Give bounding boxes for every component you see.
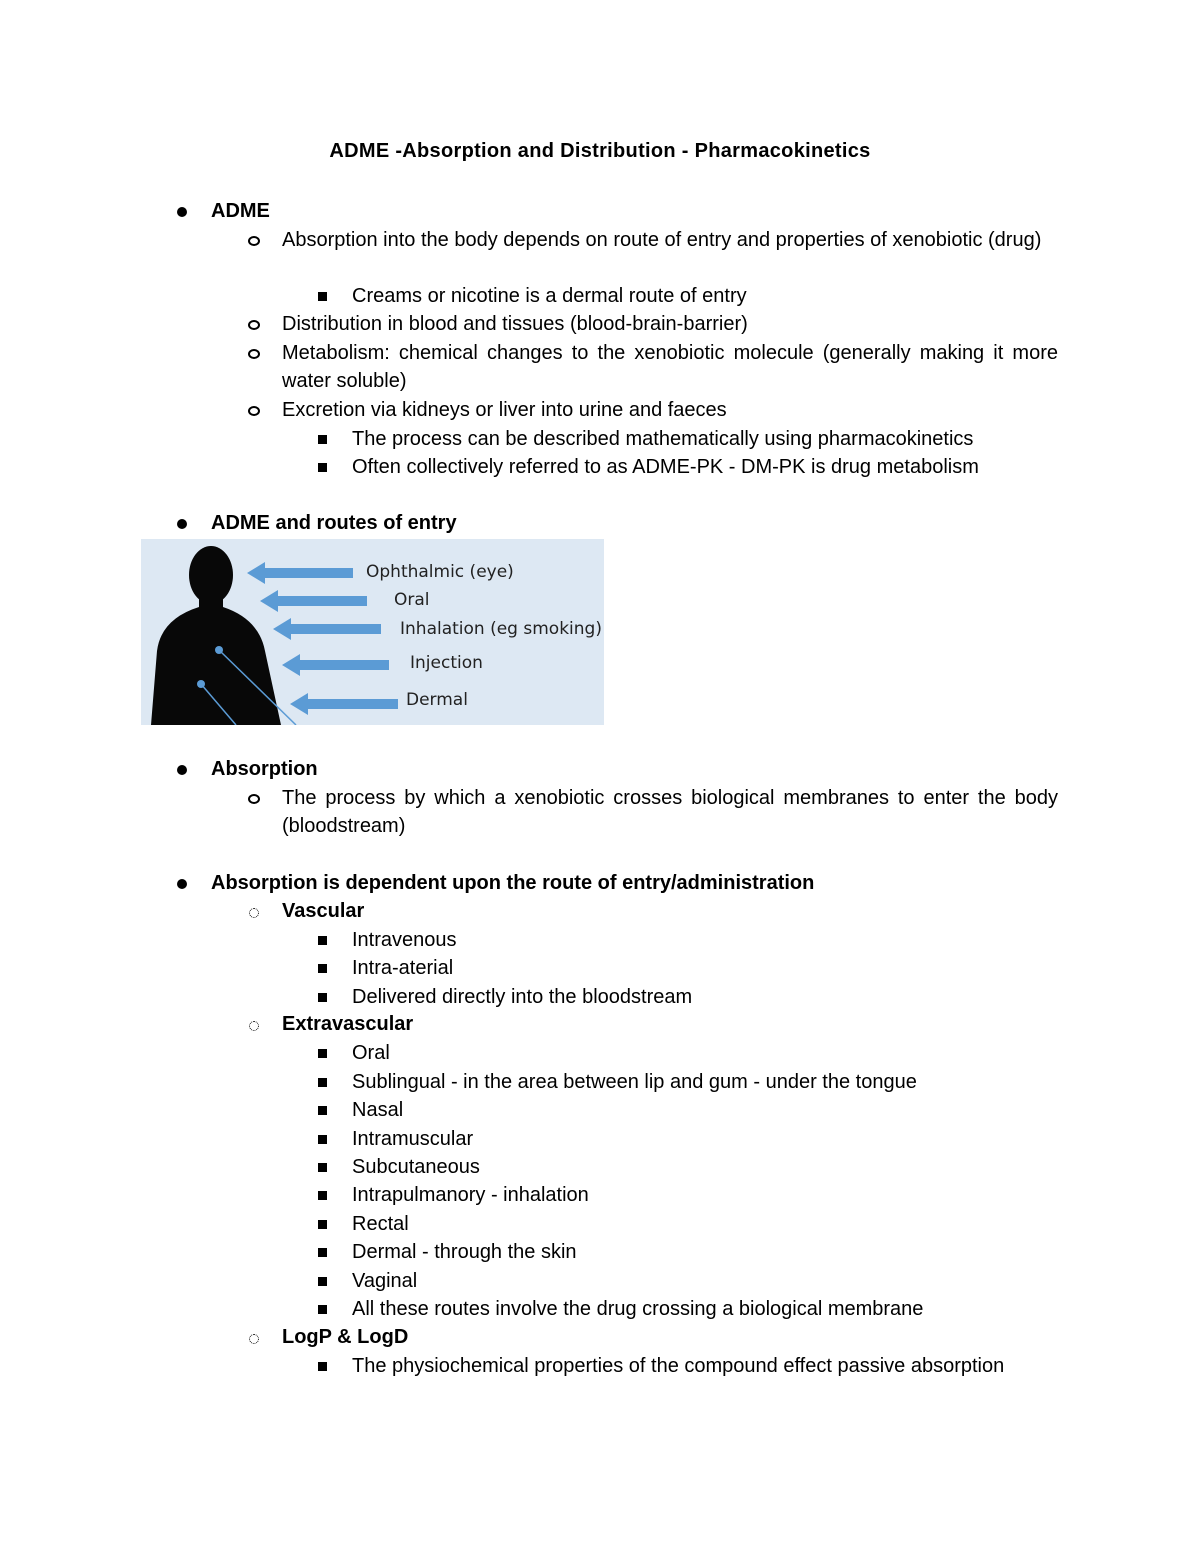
list-item: All these routes involve the drug crossing a biological membrane bbox=[352, 1298, 924, 1320]
bullet-square bbox=[318, 463, 327, 472]
list-item-absorption-definition: The process by which a xenobiotic crosses biological membranes to enter the body (bloodstream) bbox=[282, 787, 1058, 837]
page-title: ADME -Absorption and Distribution - Pharmacokinetics bbox=[329, 140, 871, 162]
list-item: Dermal - through the skin bbox=[352, 1241, 577, 1263]
bullet-square bbox=[318, 936, 327, 945]
bullet-circle bbox=[248, 349, 260, 359]
bullet-dotted-circle bbox=[249, 1021, 259, 1031]
list-item: Delivered directly into the bloodstream bbox=[352, 986, 693, 1008]
subheading-extravascular: Extravascular bbox=[282, 1013, 414, 1035]
figure-label-inhalation: Inhalation (eg smoking) bbox=[400, 619, 602, 639]
bullet-circle bbox=[248, 236, 260, 246]
bullet-square bbox=[318, 1191, 327, 1200]
list-item: The physiochemical properties of the compound effect passive absorption bbox=[352, 1355, 1005, 1377]
list-item: Subcutaneous bbox=[352, 1156, 480, 1178]
bullet-square bbox=[318, 1106, 327, 1115]
bullet-dotted-circle bbox=[249, 908, 259, 918]
list-item: Oral bbox=[352, 1042, 390, 1064]
list-item-excretion: Excretion via kidneys or liver into urine and faeces bbox=[282, 399, 727, 421]
bullet-circle bbox=[248, 406, 260, 416]
list-item: Vaginal bbox=[352, 1270, 418, 1292]
routes-of-entry-figure bbox=[141, 539, 604, 725]
section-heading-absorption: Absorption bbox=[211, 758, 318, 780]
bullet-circle bbox=[248, 794, 260, 804]
subheading-logp-logd: LogP & LogD bbox=[282, 1326, 409, 1348]
list-item-process: The process can be described mathematically using pharmacokinetics bbox=[352, 428, 974, 450]
section-heading-routes: ADME and routes of entry bbox=[211, 512, 457, 534]
section-heading-dependent: Absorption is dependent upon the route of entry/administration bbox=[211, 872, 815, 894]
list-item-metabolism: Metabolism: chemical changes to the xenobiotic molecule (generally making it more water soluble) bbox=[282, 342, 1058, 392]
bullet-square bbox=[318, 292, 327, 301]
bullet-square bbox=[318, 435, 327, 444]
bullet-disc bbox=[177, 519, 187, 529]
list-item: Intravenous bbox=[352, 929, 457, 951]
figure-label-injection: Injection bbox=[410, 653, 483, 673]
figure-label-dermal: Dermal bbox=[406, 690, 468, 710]
section-heading-adme: ADME bbox=[211, 200, 270, 222]
bullet-disc bbox=[177, 765, 187, 775]
bullet-square bbox=[318, 1078, 327, 1087]
bullet-square bbox=[318, 1248, 327, 1257]
bullet-square bbox=[318, 1305, 327, 1314]
subheading-vascular: Vascular bbox=[282, 900, 365, 922]
list-item: Intrapulmanory - inhalation bbox=[352, 1184, 589, 1206]
list-item-often: Often collectively referred to as ADME-PK - DM-PK is drug metabolism bbox=[352, 456, 979, 478]
bullet-square bbox=[318, 993, 327, 1002]
bullet-dotted-circle bbox=[249, 1334, 259, 1344]
list-item: Rectal bbox=[352, 1213, 409, 1235]
list-item: Sublingual - in the area between lip and gum - under the tongue bbox=[352, 1071, 917, 1093]
bullet-disc bbox=[177, 207, 187, 217]
figure-label-oral: Oral bbox=[394, 590, 430, 610]
list-item: Intra-aterial bbox=[352, 957, 454, 979]
bullet-disc bbox=[177, 879, 187, 889]
bullet-square bbox=[318, 1049, 327, 1058]
list-item-distribution: Distribution in blood and tissues (blood-brain-barrier) bbox=[282, 313, 748, 335]
list-item: Nasal bbox=[352, 1099, 404, 1121]
bullet-square bbox=[318, 1163, 327, 1172]
bullet-square bbox=[318, 964, 327, 973]
figure-label-ophthalmic: Ophthalmic (eye) bbox=[366, 562, 514, 582]
bullet-circle bbox=[248, 320, 260, 330]
bullet-square bbox=[318, 1277, 327, 1286]
bullet-square bbox=[318, 1362, 327, 1371]
bullet-square bbox=[318, 1220, 327, 1229]
list-item-creams: Creams or nicotine is a dermal route of entry bbox=[352, 285, 747, 307]
bullet-square bbox=[318, 1135, 327, 1144]
list-item-absorption: Absorption into the body depends on route of entry and properties of xenobiotic (drug) bbox=[282, 229, 1042, 251]
list-item: Intramuscular bbox=[352, 1128, 474, 1150]
